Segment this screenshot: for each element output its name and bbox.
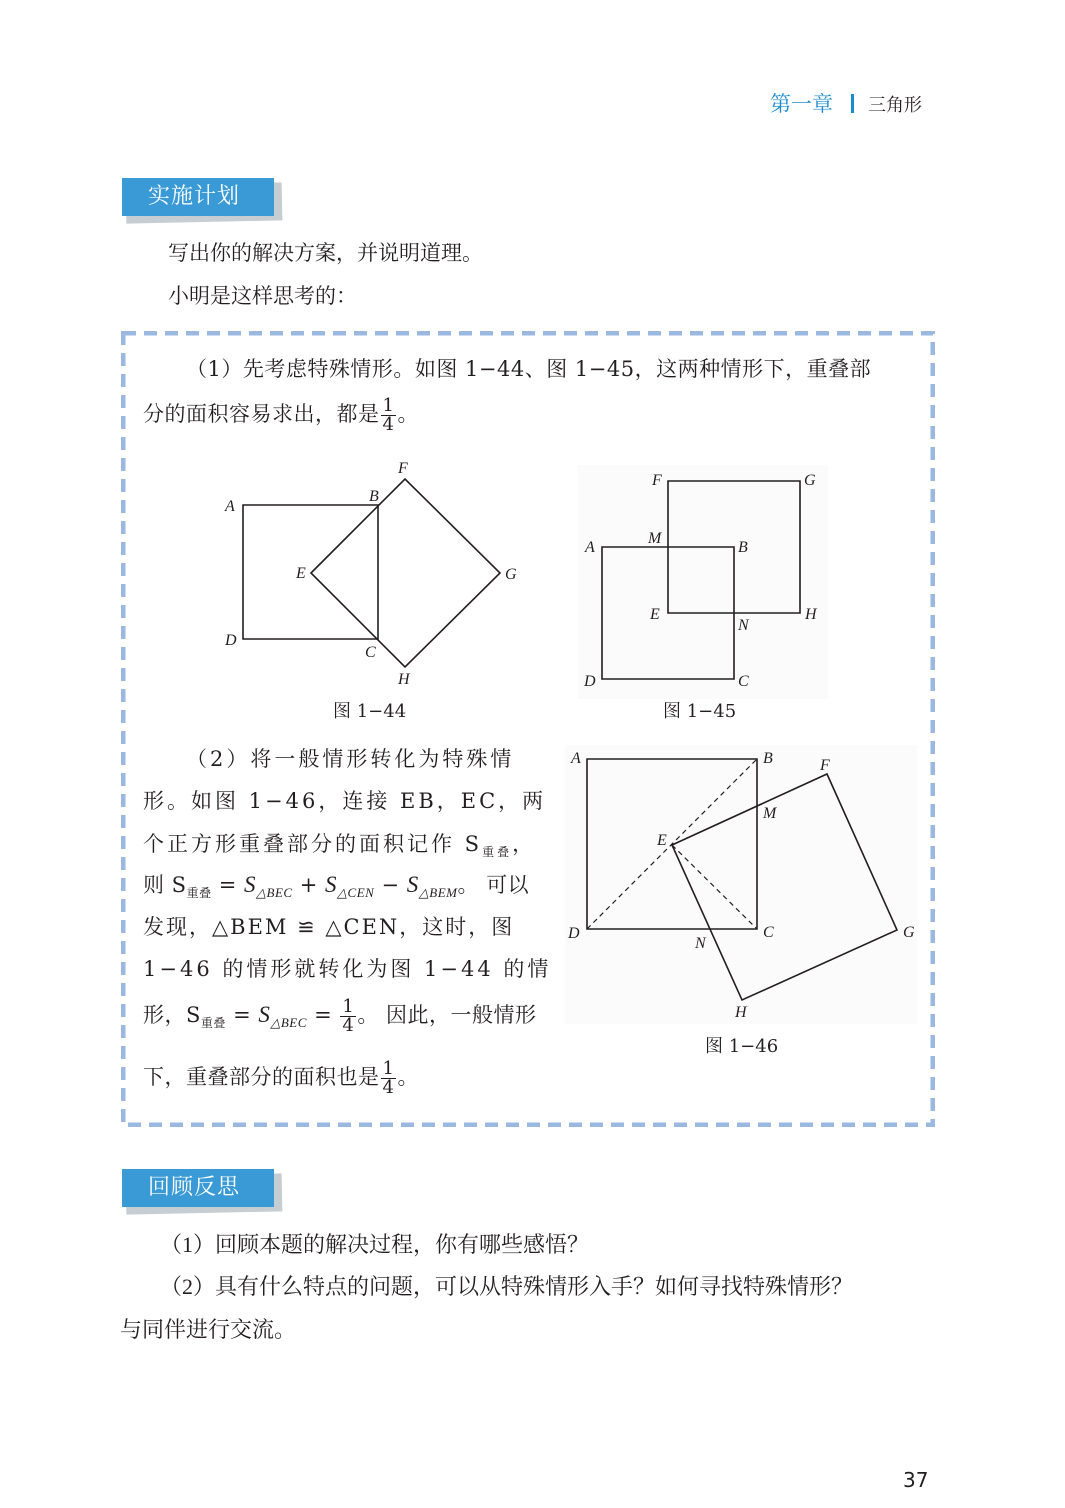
label-F: F: [652, 472, 662, 489]
step2-line3-text: 个正方形重叠部分的面积记作 S: [143, 832, 483, 856]
reflect-question-1: （1）回顾本题的解决过程，你有哪些感悟？: [160, 1232, 590, 1257]
step1-text: 分的面积容易求出，都是: [143, 402, 380, 426]
label-N: N: [738, 617, 749, 634]
figure-1-44-drawing: [215, 455, 525, 695]
step2-line4-tail: 可以: [486, 873, 530, 897]
figure-1-46-caption: 图 1−46: [705, 1036, 779, 1057]
figure-1-45: [578, 465, 828, 699]
step2-line7-tail: 因此，一般情形: [386, 1003, 537, 1027]
plan-instruction: 写出你的解决方案，并说明道理。: [168, 241, 483, 265]
chapter-label: 第一章: [770, 92, 833, 116]
section-tag-reflect: [122, 1169, 278, 1207]
label-G: G: [505, 566, 517, 583]
step2-line5: 发现，△BEM ≌ △CEN，这时，图: [143, 915, 515, 939]
subscript-overlap: 重叠: [200, 1016, 226, 1030]
subscript-bec: △BEC: [256, 885, 293, 900]
step2-line1: （2）将一般情形转化为特殊情: [186, 747, 515, 771]
figure-1-44-caption: 图 1−44: [333, 701, 407, 722]
fraction-denominator: 4: [382, 414, 395, 435]
fraction-quarter: [381, 1060, 397, 1097]
step2-line3: [143, 828, 536, 860]
period: 。: [457, 873, 479, 897]
s-symbol: S: [406, 872, 419, 897]
label-E: E: [650, 606, 660, 623]
step2-line2: 形。如图 1−46，连接 EB，EC，两: [143, 789, 547, 813]
equals: =: [211, 873, 245, 897]
comma: ，: [512, 832, 537, 856]
fraction-quarter: [340, 998, 356, 1035]
label-D: D: [225, 632, 237, 649]
s-symbol: S: [325, 872, 338, 897]
reflect-question-2: （2）具有什么特点的问题，可以从特殊情形入手？如何寻找特殊情形？: [160, 1274, 854, 1299]
label-H: H: [398, 671, 410, 688]
page-number: 37: [903, 1468, 929, 1492]
label-G: G: [903, 924, 915, 941]
equals: =: [306, 1003, 340, 1027]
plus: +: [292, 873, 326, 897]
label-B: B: [738, 539, 748, 556]
label-H: H: [805, 606, 817, 623]
fraction-numerator: 1: [382, 395, 395, 416]
label-M: M: [763, 805, 777, 822]
fraction-numerator: 1: [382, 1058, 395, 1079]
step1-line2: [143, 397, 419, 434]
period: 。: [357, 1003, 379, 1027]
label-E: E: [296, 565, 306, 582]
step1-line1: （1）先考虑特殊情形。如图 1−44、图 1−45，这两种情形下，重叠部: [186, 357, 872, 381]
step2-line8-text: 下，重叠部分的面积也是: [143, 1065, 380, 1089]
step2-line6: 1−46 的情形就转化为图 1−44 的情: [143, 957, 552, 981]
label-M: M: [648, 530, 662, 547]
s-symbol: S: [244, 872, 257, 897]
subscript-overlap: 重叠: [186, 886, 212, 900]
label-C: C: [738, 673, 749, 690]
label-H: H: [735, 1004, 747, 1020]
label-F: F: [820, 757, 830, 774]
reflect-question-2-cont: 与同伴进行交流。: [120, 1317, 297, 1342]
tag-label: 回顾反思: [122, 1169, 274, 1207]
label-B: B: [369, 488, 379, 505]
label-A: A: [585, 539, 595, 556]
label-C: C: [763, 924, 774, 941]
label-E: E: [657, 832, 667, 849]
header-separator: [851, 94, 854, 113]
dashed-segment-ec: [672, 845, 757, 929]
step2-line8: [143, 1060, 419, 1097]
label-C: C: [365, 644, 376, 661]
label-B: B: [763, 750, 773, 767]
figure-1-45-drawing: [578, 465, 828, 695]
figure-1-45-caption: 图 1−45: [663, 701, 737, 722]
figure-1-44: [215, 455, 525, 699]
running-header: [770, 88, 970, 118]
label-A: A: [571, 750, 581, 767]
topic-label: 三角形: [868, 95, 922, 116]
figure-1-46-drawing: [565, 745, 917, 1020]
fraction-denominator: 4: [382, 1077, 395, 1098]
equals: =: [225, 1003, 259, 1027]
period: 。: [397, 1065, 419, 1089]
fraction-quarter: [381, 397, 397, 434]
s-symbol: S: [258, 1002, 271, 1027]
tag-label: 实施计划: [122, 178, 274, 216]
fraction-denominator: 4: [342, 1015, 355, 1036]
step2-line4-text: 则 S: [143, 873, 187, 897]
subscript-bem: △BEM: [418, 885, 458, 900]
plan-intro: 小明是这样思考的：: [168, 284, 357, 308]
subscript-cen: △CEN: [337, 885, 375, 900]
step2-line7-text: 形，S: [143, 1003, 201, 1027]
subscript-bec: △BEC: [270, 1015, 307, 1030]
label-G: G: [804, 472, 816, 489]
label-F: F: [398, 460, 408, 477]
square-efgh: [672, 774, 897, 1000]
section-tag-plan: [122, 178, 278, 216]
label-N: N: [695, 935, 706, 952]
figure-1-46: [565, 745, 917, 1024]
step2-line7: [143, 998, 537, 1035]
label-A: A: [225, 498, 235, 515]
fraction-numerator: 1: [342, 996, 355, 1017]
label-D: D: [584, 673, 596, 690]
period: 。: [397, 402, 419, 426]
label-D: D: [568, 925, 580, 942]
step2-line4: [143, 869, 529, 901]
subscript-overlap: 重叠: [482, 845, 513, 859]
minus: −: [374, 873, 407, 897]
